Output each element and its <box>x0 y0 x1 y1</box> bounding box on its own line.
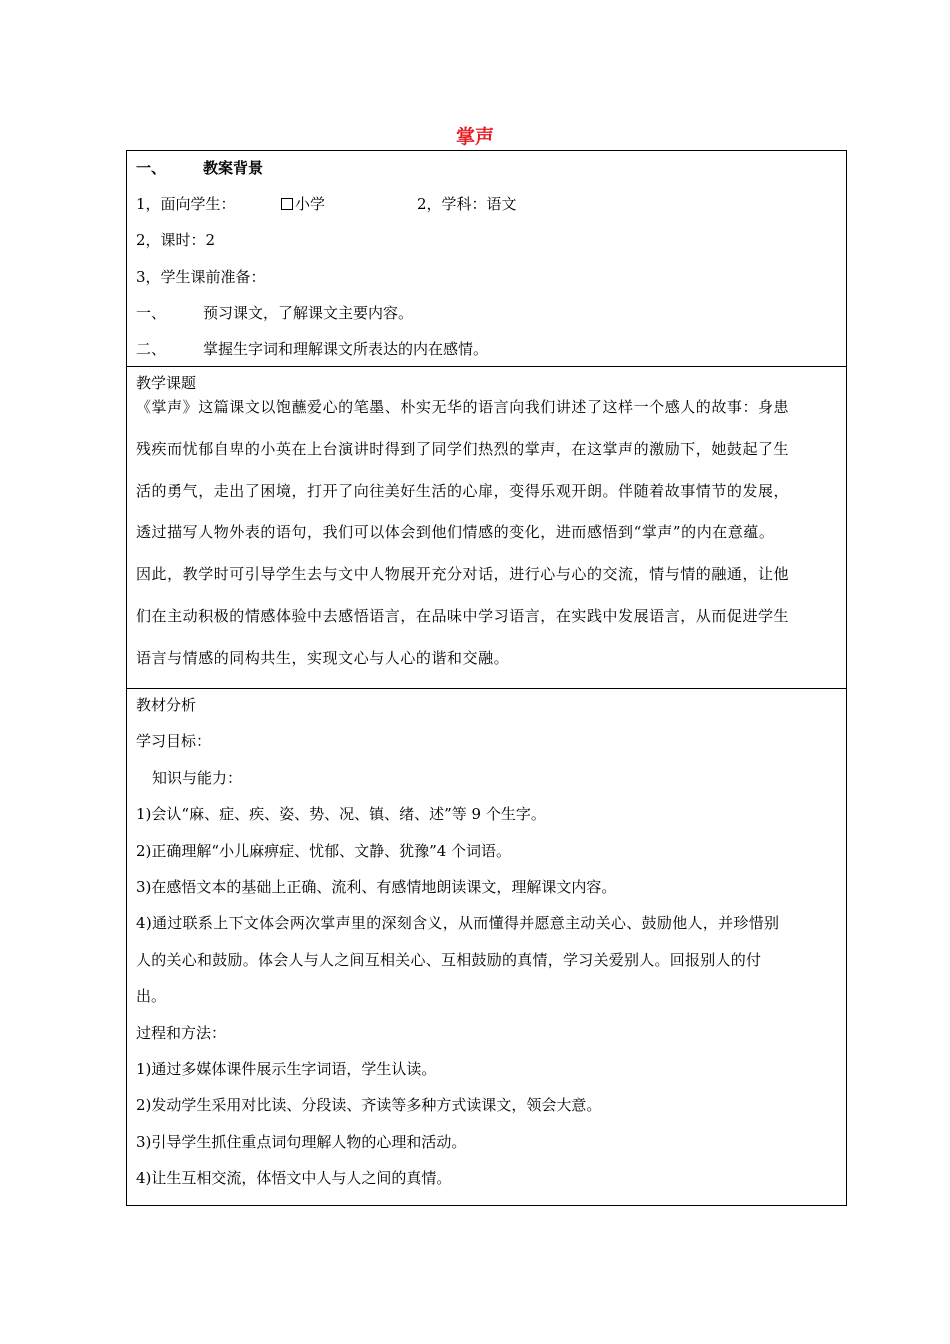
topic-section <box>127 367 846 689</box>
periods: 2，课时：2 <box>136 231 216 250</box>
document-title: 掌声 <box>455 126 494 148</box>
knowledge-item-line: 出。 <box>136 987 167 1006</box>
background-heading: 教案背景 <box>203 159 264 177</box>
prep-item-text: 预习课文，了解课文主要内容。 <box>203 303 414 322</box>
analysis-section <box>127 689 846 1205</box>
prep-item-number: 一、 <box>136 303 167 322</box>
prep-item-number: 二、 <box>136 339 167 358</box>
process-item: 2)发动学生采用对比读、分段读、齐读等多种方式读课文，领会大意。 <box>136 1096 602 1115</box>
analysis-heading: 教材分析 <box>136 696 197 714</box>
goals-label: 学习目标： <box>136 732 212 751</box>
prep-label: 3，学生课前准备： <box>136 267 266 286</box>
topic-line: 透过描写人物外表的语句，我们可以体会到他们情感的变化，进而感悟到“掌声”的内在意蕴。 <box>136 523 775 542</box>
knowledge-item: 2)正确理解“小儿麻痹症、忧郁、文静、犹豫”4 个词语。 <box>136 841 512 860</box>
knowledge-label: 知识与能力： <box>152 768 243 787</box>
lesson-plan-table <box>126 150 847 1206</box>
knowledge-item: 1)会认“麻、症、疾、姿、势、况、镇、绪、述”等 9 个生字。 <box>136 805 546 824</box>
topic-heading: 教学课题 <box>136 374 197 392</box>
process-item: 4)让生互相交流，体悟文中人与人之间的真情。 <box>136 1169 452 1188</box>
topic-line: 《掌声》这篇课文以饱蘸爱心的笔墨、朴实无华的语言向我们讲述了这样一个感人的故事：身患 <box>136 398 790 416</box>
topic-line: 活的勇气，走出了困境，打开了向往美好生活的心扉，变得乐观开朗。伴随着故事情节的发展， <box>136 481 790 500</box>
background-heading-row <box>136 155 840 191</box>
topic-line: 语言与情感的同构共生，实现文心与人心的谐和交融。 <box>136 648 510 667</box>
topic-line: 们在主动积极的情感体验中去感悟语言，在品味中学习语言，在实践中发展语言，从而促进学生 <box>136 606 790 625</box>
topic-line: 残疾而忧郁自卑的小英在上台演讲时得到了同学们热烈的掌声，在这掌声的激励下，她鼓起了生 <box>136 439 790 458</box>
topic-line: 因此，教学时可引导学生去与文中人物展开充分对话，进行心与心的交流，情与情的融通，让他 <box>136 565 790 584</box>
background-heading-number: 一、 <box>136 159 167 177</box>
background-section <box>127 151 846 367</box>
audience-checkbox[interactable] <box>281 198 293 210</box>
knowledge-item: 3)在感悟文本的基础上正确、流利、有感情地朗读课文，理解课文内容。 <box>136 877 617 896</box>
knowledge-item-line: 人的关心和鼓励。体会人与人之间互相关心、互相鼓励的真情，学习关爱别人。回报别人的付 <box>136 950 762 969</box>
prep-item <box>136 300 840 336</box>
prep-item-text: 掌握生字词和理解课文所表达的内在感情。 <box>203 339 489 358</box>
process-item: 3)引导学生抓住重点词句理解人物的心理和活动。 <box>136 1132 467 1151</box>
process-item: 1)通过多媒体课件展示生字词语，学生认读。 <box>136 1059 437 1078</box>
knowledge-item-line: 4)通过联系上下文体会两次掌声里的深刻含义，从而懂得并愿意主动关心、鼓励他人，并珍惜别 <box>136 914 780 933</box>
process-label: 过程和方法： <box>136 1023 227 1042</box>
audience-value: 小学 <box>295 195 326 214</box>
audience-label: 1，面向学生： <box>136 195 236 214</box>
subject: 2，学科：语文 <box>417 195 517 214</box>
audience-subject-row <box>136 191 840 227</box>
